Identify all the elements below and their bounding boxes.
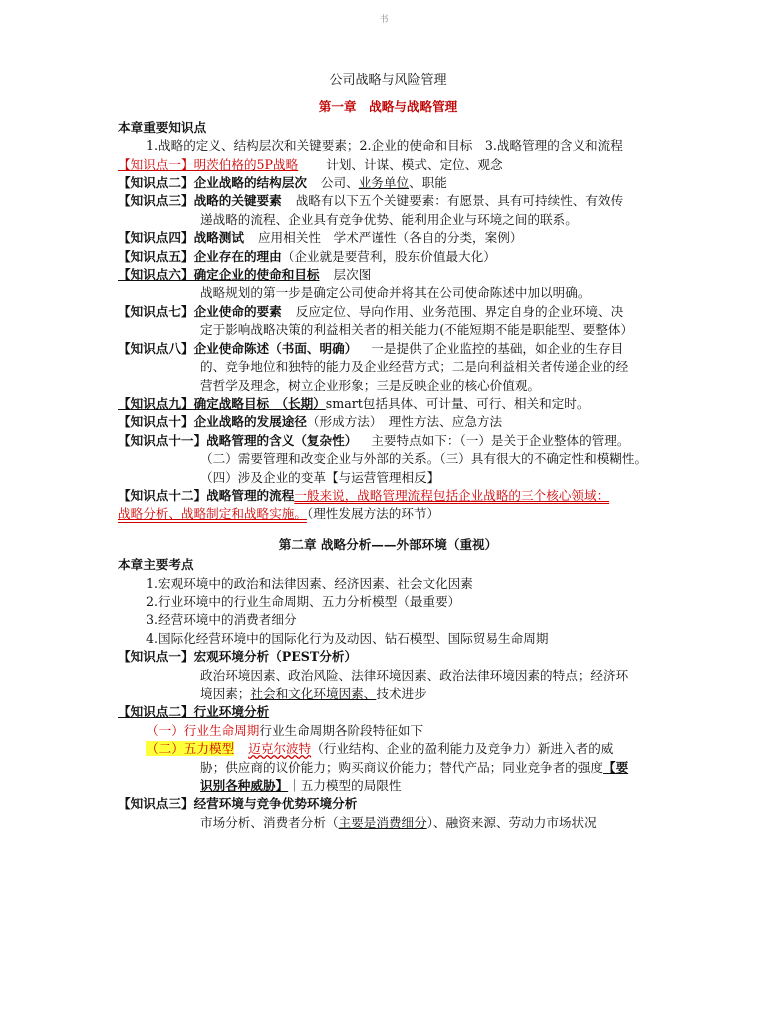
ch1-summary: 1.战略的定义、结构层次和关键要素；2.企业的使命和目标 3.战略管理的含义和流程 xyxy=(146,138,623,154)
kp-text: 境因素； xyxy=(200,686,251,701)
ch1-kp11-cont2: （四）涉及企业的变革【与运营管理相反】 xyxy=(200,469,440,485)
ch2-item: 2.行业环境中的行业生命周期、五力分析模型（最重要） xyxy=(146,593,461,609)
ch1-kp8 xyxy=(118,340,658,358)
chapter-2-title: 第二章 战略分析——外部环境（重视） xyxy=(278,536,498,552)
kp-sub-label: （一）行业生命周期 xyxy=(146,722,260,738)
kp-text: 市场分析、消费者分析（ xyxy=(200,814,339,830)
kp-text: 胁；供应商的议价能力；购买商议价能力；替代产品；同业竞争者的强度 xyxy=(200,759,603,775)
kp-tag: 【知识点十二】战略管理的流程 xyxy=(118,487,295,503)
ch1-kp6 xyxy=(118,266,658,284)
kp-sub-label-highlighted: （二）五力模型 xyxy=(146,741,235,757)
kp-tag: 【知识点九】确定战略目标 （长期） xyxy=(118,395,326,411)
ch2-item: 3.经营环境中的消费者细分 xyxy=(146,612,297,628)
kp-text-bracket: 【要 xyxy=(603,759,629,775)
kp-tag: 【知识点二】企业战略的结构层次 xyxy=(118,175,307,191)
kp-text: 战略有以下五个关键要素：有愿景、具有可持续性、有效传 xyxy=(295,193,624,209)
kp-text: 技术进步 xyxy=(376,686,427,701)
ch2-kp3: 【知识点三】经营环境与竞争优势环境分析 xyxy=(118,796,358,812)
ch1-kp8-cont2: 营哲学及理念，树立企业形象；三是反映企业的核心价值观。 xyxy=(200,377,541,393)
kp-text-red: 一般来说，战略管理流程包括企业战略的三个核心领域： xyxy=(294,487,610,503)
ch1-kp4 xyxy=(118,229,658,247)
kp-text: 层次图 xyxy=(333,267,372,283)
kp-tag: 【知识点八】企业使命陈述（书面、明确） xyxy=(118,340,358,356)
kp-text-bracket: 识别各种威胁】 xyxy=(200,778,289,794)
kp-text: 、职能 xyxy=(409,175,447,191)
kp-tag: 【知识点七】企业使命的要素 xyxy=(118,303,282,319)
page-mark: 书 xyxy=(379,15,389,25)
kp-text-underlined: 业务单位 xyxy=(358,175,410,191)
ch1-kp1 xyxy=(118,156,658,174)
kp-tag: 【知识点三】战略的关键要素 xyxy=(118,193,282,209)
kp-text: 公司、 xyxy=(320,175,359,191)
ch2-kp2-sub2 xyxy=(118,740,658,758)
kp-tag: 【知识点六】确定企业的使命和目标 xyxy=(118,267,320,283)
kp-text: （理性发展方法的环节） xyxy=(306,506,440,522)
ch1-kp12 xyxy=(118,487,658,505)
ch2-kp3-cont xyxy=(118,814,658,832)
ch2-key-points-header: 本章主要考点 xyxy=(118,557,194,573)
document-title: 公司战略与风险管理 xyxy=(329,73,447,88)
kp-text: （企业就是要营利，股东价值最大化） xyxy=(281,248,496,264)
ch1-kp7 xyxy=(118,303,658,321)
kp-text-underlined: 主要是消费细分 xyxy=(338,814,427,830)
ch1-kp12-cont xyxy=(118,505,658,523)
ch2-kp2-sub1 xyxy=(118,722,658,740)
kp-text: 反应定位、导向作用、业务范围、界定自身的企业环境、决 xyxy=(295,303,624,319)
ch1-kp3 xyxy=(118,192,658,210)
ch1-kp8-cont1: 的、竞争地位和独特的能力及企业经营方式；二是向利益相关者传递企业的经 xyxy=(200,359,629,375)
ch1-kp2 xyxy=(118,174,658,192)
kp-text: 主要特点如下：（一）是关于企业整体的管理。 xyxy=(371,432,630,448)
kp-tag: 【知识点十一】战略管理的含义（复杂性） xyxy=(118,432,358,448)
chapter-1-title: 第一章 战略与战略管理 xyxy=(318,99,458,115)
ch1-kp7-cont: 定于影响战略决策的利益相关者的相关能力(不能短期不能是职能型、要整体） xyxy=(200,322,634,338)
ch1-kp6-cont: 战略规划的第一步是确定公司使命并将其在公司使命陈述中加以明确。 xyxy=(200,285,591,301)
ch2-kp1-cont2 xyxy=(118,685,658,703)
kp-text: （行业结构、企业的盈利能力及竞争力）新进入者的威 xyxy=(311,741,614,757)
ch2-kp1: 【知识点一】宏观环境分析（PEST分析） xyxy=(118,649,358,665)
ch1-kp11 xyxy=(118,432,658,450)
kp-text: （形成方法） 理性方法、应急方法 xyxy=(306,414,503,430)
kp-text: smart包括具体、可计量、可行、相关和定时。 xyxy=(325,395,590,411)
ch1-key-points-header: 本章重要知识点 xyxy=(118,119,207,135)
kp-text: 行业生命周期各阶段特征如下 xyxy=(259,722,424,738)
kp-tag: 【知识点十】企业战略的发展途径 xyxy=(118,414,307,430)
ch2-kp1-cont1: 政治环境因素、政治风险、法律环境因素、政治法律环境因素的特点；经济环 xyxy=(200,667,629,683)
ch1-kp5 xyxy=(118,248,658,266)
ch1-kp9 xyxy=(118,395,658,413)
ch1-kp11-cont1: （二）需要管理和改变企业与外部的关系。（三）具有很大的不确定性和模糊性。 xyxy=(200,451,648,467)
ch2-item: 4.国际化经营环境中的国际化行为及动因、钻石模型、国际贸易生命周期 xyxy=(146,630,549,646)
kp-text-red: 迈克尔波特 xyxy=(248,741,312,757)
kp-tag: 【知识点五】企业存在的理由 xyxy=(118,248,282,264)
ch2-kp2: 【知识点二】行业环境分析 xyxy=(118,704,270,720)
kp-tag: 【知识点四】战略测试 xyxy=(118,230,244,246)
ch1-kp10 xyxy=(118,413,658,431)
kp-text-red: 战略分析、战略制定和战略实施。 xyxy=(118,506,307,522)
document-body xyxy=(118,72,658,832)
kp-text: ）、融资来源、劳动力市场状况 xyxy=(426,814,597,830)
kp-text: ｜五力模型的局限性 xyxy=(288,778,402,794)
kp-text-underlined: 社会和文化环境因素、 xyxy=(250,686,377,701)
kp-tag: 【知识点一】明茨伯格的5P战略 xyxy=(118,156,299,172)
kp-text: 一是提供了企业监控的基础，如企业的生存目 xyxy=(371,340,624,356)
kp-text: 应用相关性 学术严谨性（各自的分类，案例） xyxy=(257,230,523,246)
kp-text: 计划、计谋、模式、定位、观念 xyxy=(326,156,503,172)
ch2-kp2-sub2-cont1 xyxy=(118,759,658,777)
ch2-item: 1.宏观环境中的政治和法律因素、经济因素、社会文化因素 xyxy=(146,575,473,591)
ch1-kp3-cont: 递战略的流程、企业具有竞争优势、能利用企业与环境之间的联系。 xyxy=(200,211,578,227)
ch2-kp2-sub2-cont2 xyxy=(118,777,658,795)
